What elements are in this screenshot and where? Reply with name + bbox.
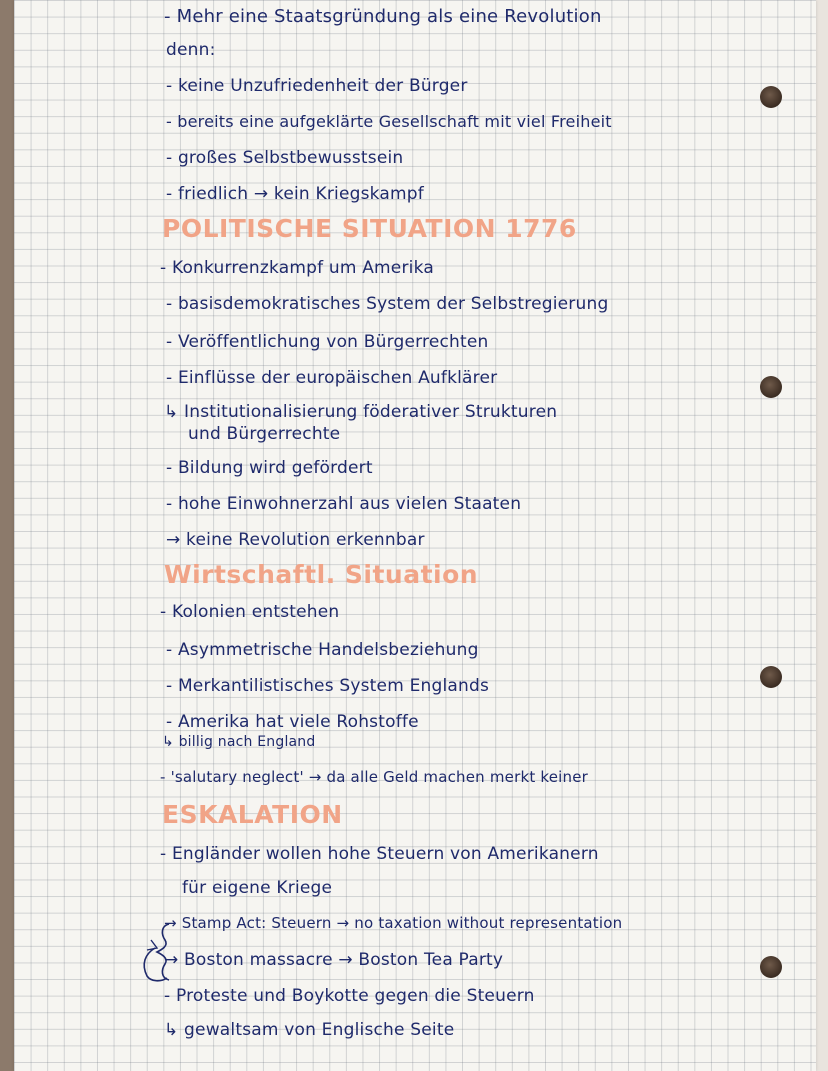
note-line: - Mehr eine Staatsgründung als eine Revolution <box>164 6 602 27</box>
cause-bracket-icon <box>139 920 191 990</box>
note-line: - Amerika hat viele Rohstoffe <box>166 712 419 732</box>
note-line: - großes Selbstbewusstsein <box>166 148 404 168</box>
note-line: - hohe Einwohnerzahl aus vielen Staaten <box>166 494 522 514</box>
note-line: denn: <box>166 40 216 60</box>
note-line: ↳ gewaltsam von Englische Seite <box>164 1020 455 1040</box>
note-line: - Konkurrenzkampf um Amerika <box>160 258 434 278</box>
note-line: → keine Revolution erkennbar <box>166 530 425 550</box>
note-line: ↳ Institutionalisierung föderativer Strukturen <box>164 402 558 422</box>
note-line: → Boston massacre → Boston Tea Party <box>164 950 504 970</box>
section-heading-politics: POLITISCHE SITUATION 1776 <box>162 214 577 243</box>
note-line: - Asymmetrische Handelsbeziehung <box>166 640 479 660</box>
note-line: - keine Unzufriedenheit der Bürger <box>166 76 468 96</box>
note-line: - 'salutary neglect' → da alle Geld machen merkt keiner <box>160 768 589 786</box>
note-line: - Kolonien entstehen <box>160 602 340 622</box>
section-heading-economy: Wirtschaftl. Situation <box>164 560 479 589</box>
note-line: - Einflüsse der europäischen Aufklärer <box>166 368 498 388</box>
desk-edge <box>0 0 14 1071</box>
note-line: - Engländer wollen hohe Steuern von Amerikanern <box>160 844 599 864</box>
section-heading-escalation: ESKALATION <box>162 800 343 829</box>
note-line: - Veröffentlichung von Bürgerrechten <box>166 332 489 352</box>
note-line: - friedlich → kein Kriegskampf <box>166 184 424 204</box>
note-line: - basisdemokratisches System der Selbstregierung <box>166 294 609 314</box>
notebook-page <box>14 0 816 1071</box>
note-line: - Merkantilistisches System Englands <box>166 676 490 696</box>
note-line: - bereits eine aufgeklärte Gesellschaft mit viel Freiheit <box>166 112 612 131</box>
note-line: → Stamp Act: Steuern → no taxation without representation <box>164 914 623 932</box>
note-line: und Bürgerrechte <box>188 424 341 444</box>
note-line: ↳ billig nach England <box>162 734 316 750</box>
note-line: für eigene Kriege <box>182 878 333 898</box>
note-line: - Bildung wird gefördert <box>166 458 373 478</box>
note-line: - Proteste und Boykotte gegen die Steuern <box>164 986 535 1006</box>
